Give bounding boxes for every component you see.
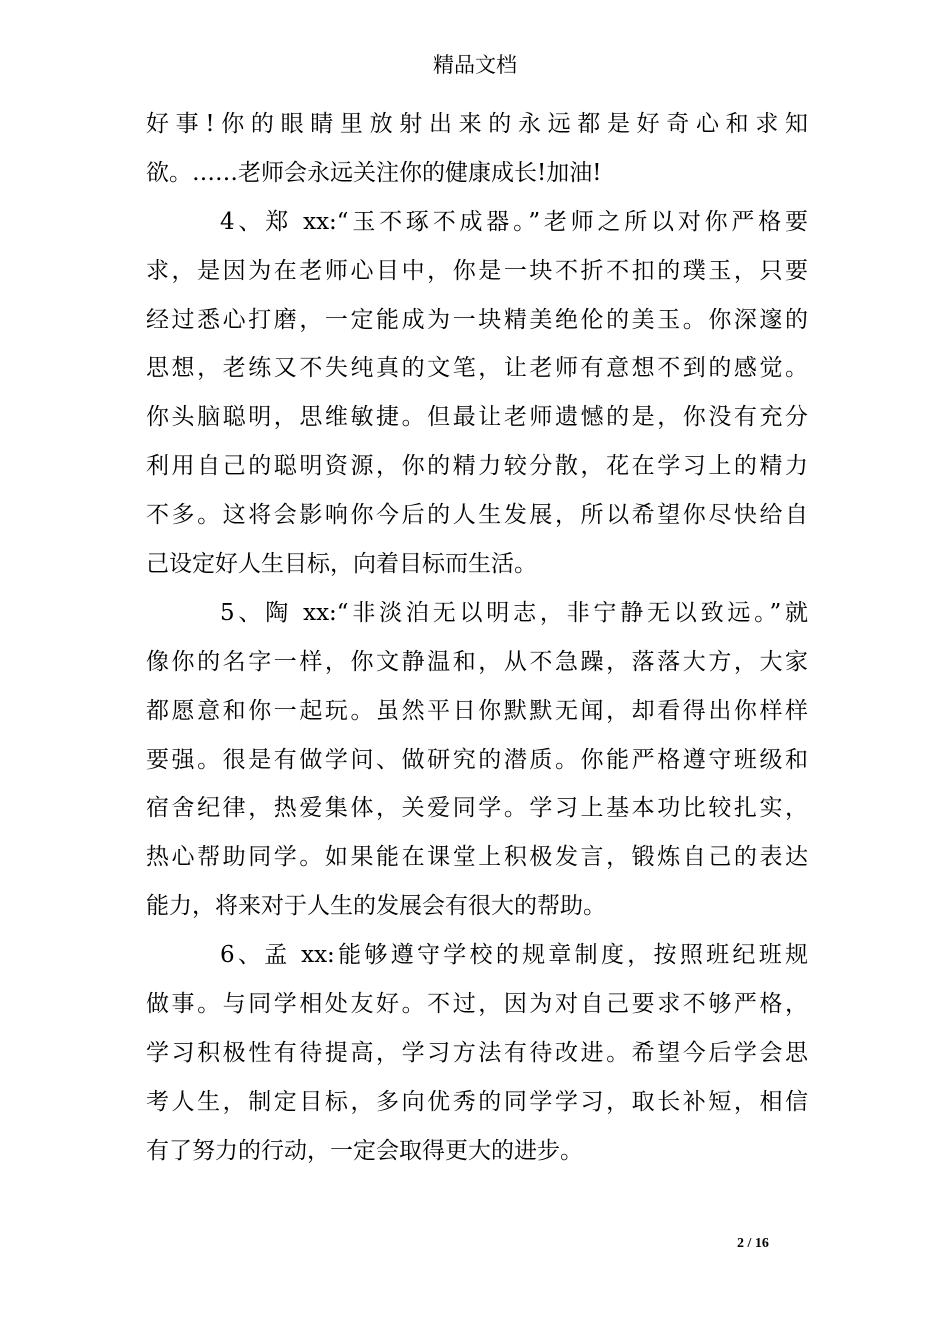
text-line: 能力，将来对于人生的发展会有很大的帮助。 [146,893,606,920]
text-line: 考人生，制定目标，多向优秀的同学学习，取长补短，相信 [146,1088,808,1115]
text-line: 经过悉心打磨，一定能成为一块精美绝伦的美玉。你深邃的 [146,306,808,333]
text-line: 好事!你的眼睛里放射出来的永远都是好奇心和求知 [146,111,808,137]
text-line: 都愿意和你一起玩。虽然平日你默默无闻，却看得出你样样 [146,697,808,724]
page-header: 精品文档 [433,53,517,77]
text-line: 做事。与同学相处友好。不过，因为对自己要求不够严格， [146,991,808,1018]
text-line: 己设定好人生目标，向着目标而生活。 [146,551,537,578]
text-line: 学习积极性有待提高，学习方法有待改进。希望今后学会思 [146,1039,808,1066]
text-line: 欲。……老师会永远关注你的健康成长!加油! [146,159,602,186]
document-body [146,100,808,1176]
paragraph-item-4-start: 4、郑 xx:“玉不琢不成器。”老师之所以对你严格要 [220,208,808,235]
text-line: 思想，老练又不失纯真的文笔，让老师有意想不到的感觉。 [146,355,808,382]
text-line: 不多。这将会影响你今后的人生发展，所以希望你尽快给自 [146,502,808,529]
text-line: 要强。很是有做学问、做研究的潜质。你能严格遵守班级和 [146,746,808,773]
text-line: 求，是因为在老师心目中，你是一块不折不扣的璞玉，只要 [146,257,808,284]
text-line: 宿舍纪律，热爱集体，关爱同学。学习上基本功比较扎实， [146,795,808,822]
text-line: 像你的名字一样，你文静温和，从不急躁，落落大方，大家 [146,648,808,675]
text-line: 热心帮助同学。如果能在课堂上积极发言，锻炼自己的表达 [146,844,808,871]
paragraph-item-5-start: 5、陶 xx:“非淡泊无以明志，非宁静无以致远。”就 [220,599,808,626]
text-line: 你头脑聪明，思维敏捷。但最让老师遗憾的是，你没有充分 [146,404,808,431]
paragraph-item-6-start: 6、孟 xx:能够遵守学校的规章制度，按照班纪班规 [220,942,808,969]
text-line: 利用自己的聪明资源，你的精力较分散，花在学习上的精力 [146,453,808,480]
text-line: 有了努力的行动，一定会取得更大的进步。 [146,1137,583,1164]
page-number: 2 / 16 [737,1236,769,1251]
